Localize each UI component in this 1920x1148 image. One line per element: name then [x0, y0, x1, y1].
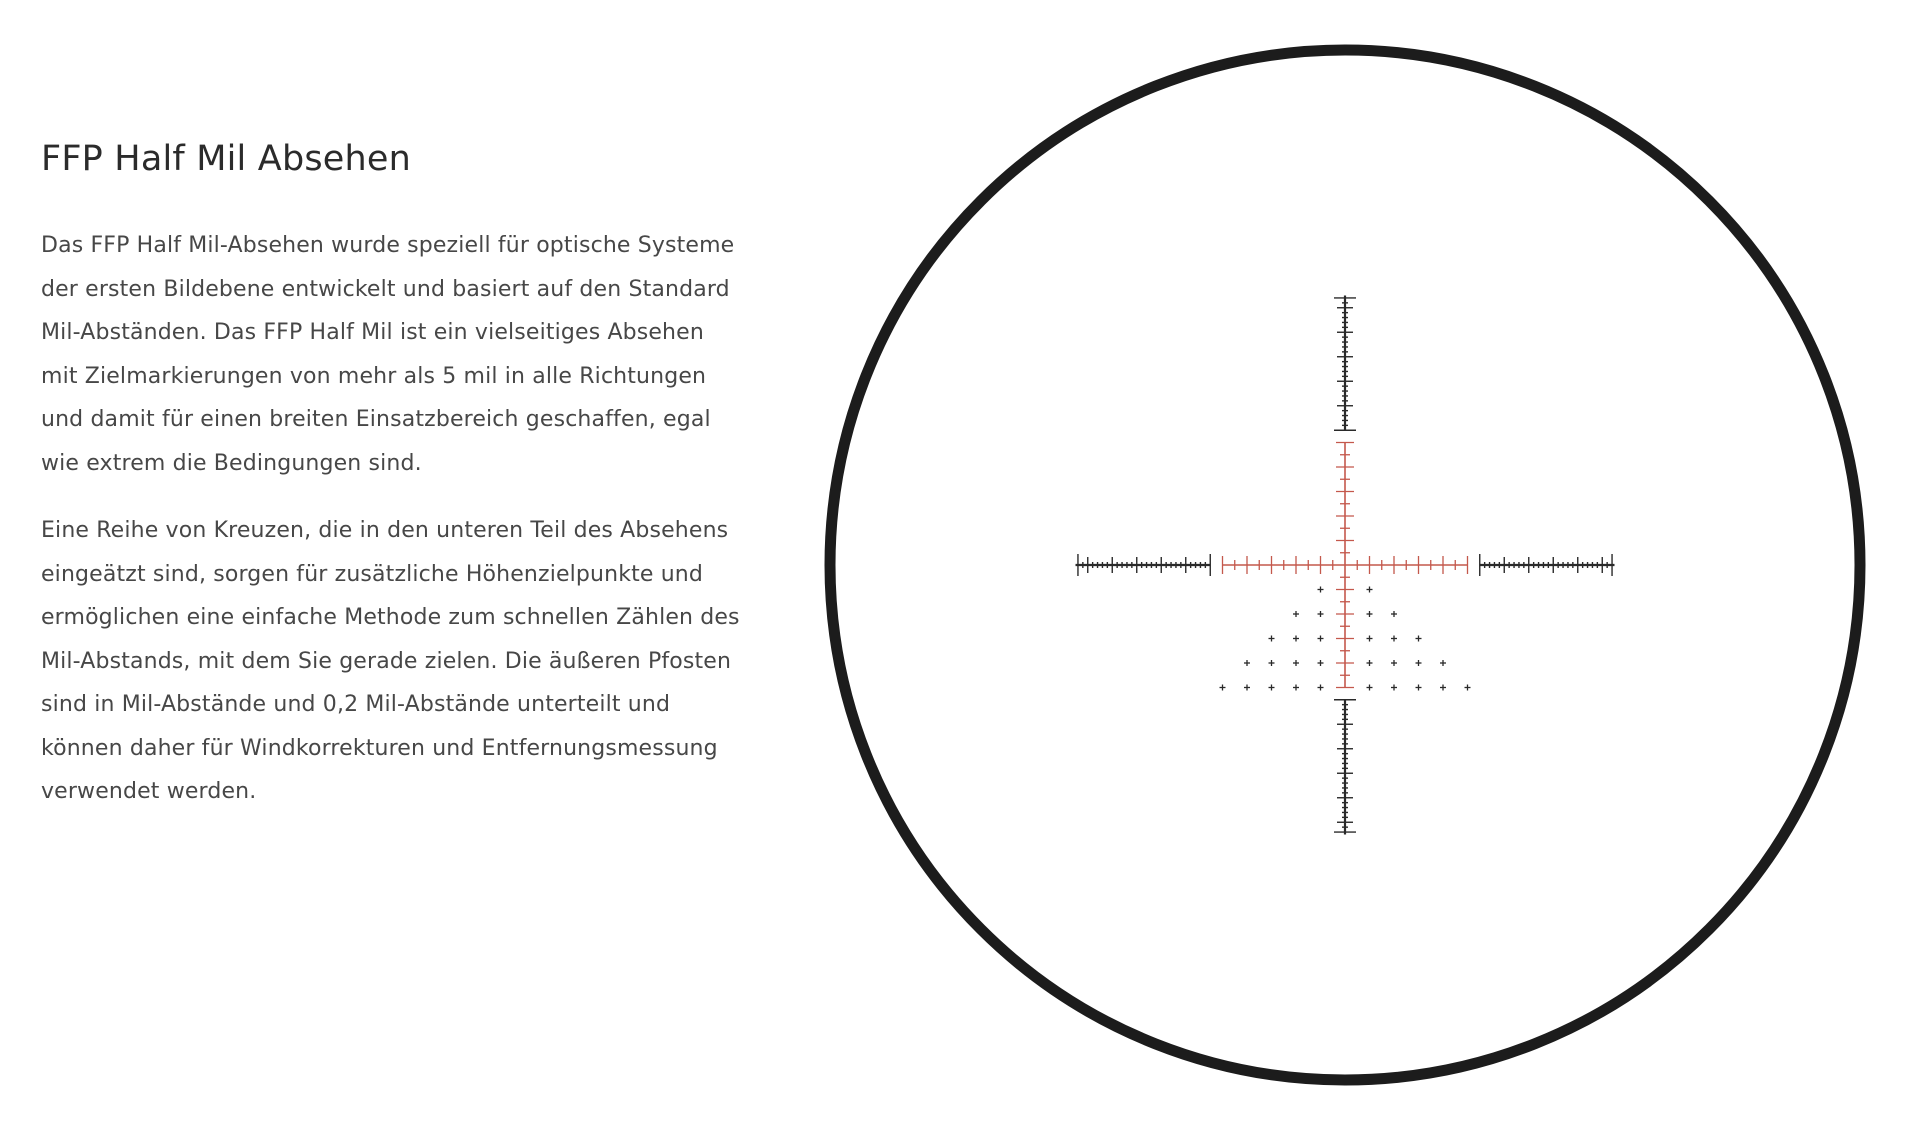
description-paragraph-1: Das FFP Half Mil-Absehen wurde speziell für optische Systeme der ersten Bildebene entwickelt und basiert auf den Standard Mil-Abständen. Das FFP Half Mil ist ein vielseitiges Absehen mit Zielmarkierungen von mehr als 5 mil in alle Richtungen und damit für einen breiten Einsatzbereich geschaffen, egal wie extrem die Bedingungen sind. — [41, 233, 735, 476]
description-paragraph-2: Eine Reihe von Kreuzen, die in den unteren Teil des Absehens eingeätzt sind, sorgen für zusätzliche Höhenzielpunkte und ermöglichen eine einfache Methode zum schnellen Zählen des Mil-Abstands, mit dem Sie gerade zielen. Die äußeren Pfosten sind in Mil-Abstände und 0,2 Mil-Abstände unterteilt und können daher für Windkorrekturen und Entfernungsmessung verwendet werden. — [41, 518, 740, 804]
page-title: FFP Half Mil Absehen — [41, 139, 412, 179]
reticle-marks — [1076, 296, 1615, 835]
reticle-illustration — [820, 40, 1870, 1090]
reticle-svg — [820, 40, 1870, 1090]
description-column — [41, 138, 746, 838]
